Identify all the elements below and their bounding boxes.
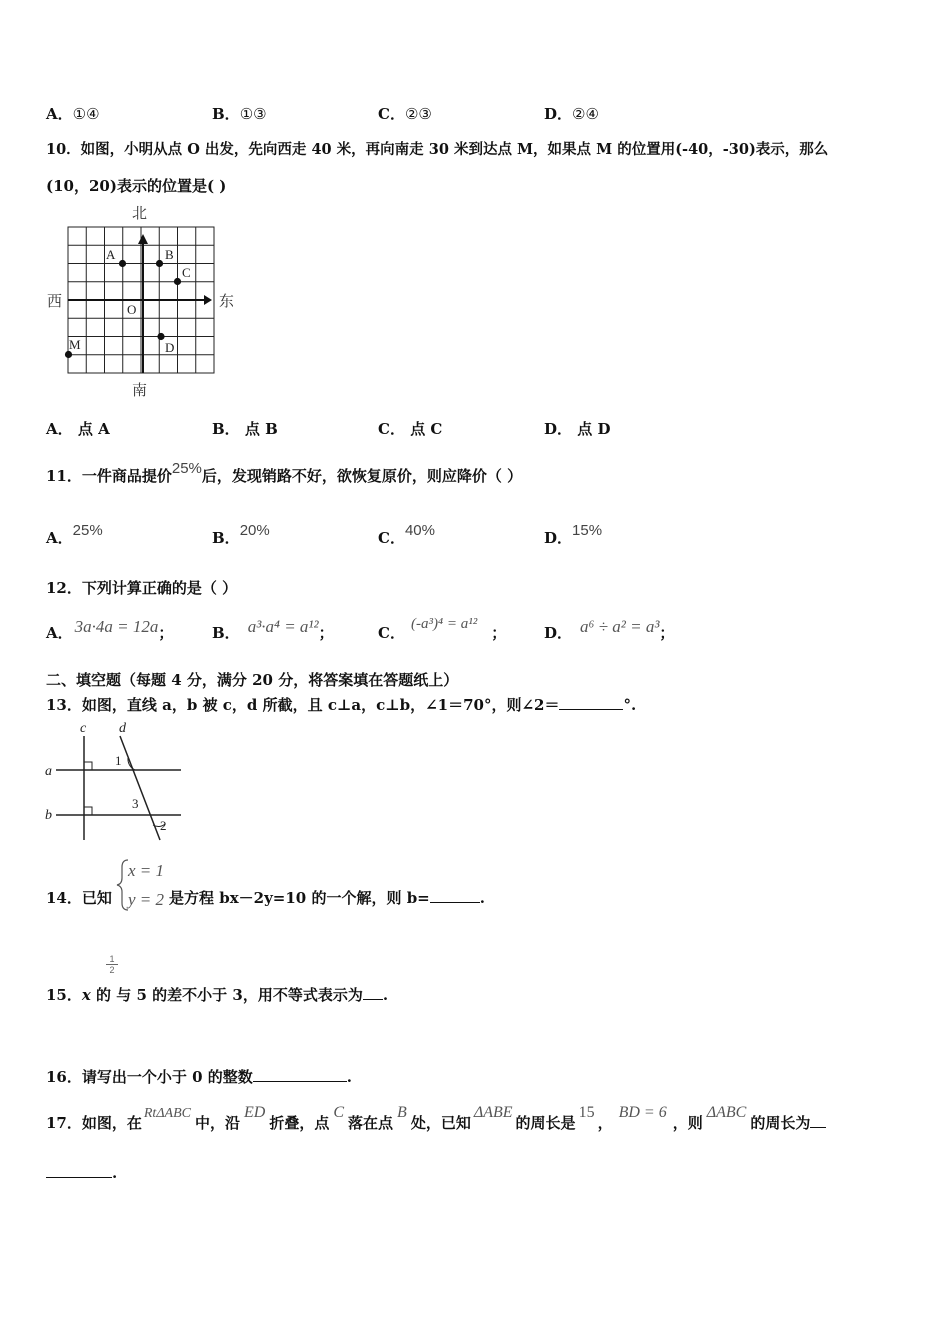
q12-stem: 12．下列计算正确的是（ ） xyxy=(46,579,238,597)
q14-prefix: 14．已知 xyxy=(46,889,112,907)
q14-system-eq2: y = 2 xyxy=(128,890,165,909)
q11-option-b: B．20% xyxy=(212,522,270,547)
label-o: O xyxy=(127,302,137,317)
label-d: D xyxy=(165,340,175,355)
label-angle-3: 3 xyxy=(132,796,139,811)
q11-option-d: D．15% xyxy=(544,522,603,547)
q13-stem: 13．如图，直线 a，b 被 c，d 所截，且 c⊥a，c⊥b，∠1＝70°，则∠2＝ °. xyxy=(46,696,637,714)
q9-option-b: B．①③ xyxy=(212,105,267,123)
q10-option-c: C． 点 C xyxy=(378,420,443,438)
point-c xyxy=(174,278,181,285)
label-b: B xyxy=(165,247,174,262)
line-d xyxy=(120,736,160,840)
label-b: b xyxy=(45,808,52,823)
label-a: A xyxy=(106,247,116,262)
point-a xyxy=(119,260,126,267)
q15-stem: 15．x 的 与 5 的差不小于 3，用不等式表示为 . xyxy=(46,986,389,1004)
q11-option-a: A．25% xyxy=(46,522,103,547)
q10-option-d: D． 点 D xyxy=(544,420,611,438)
label-angle-1: 1 xyxy=(115,753,122,768)
q12-option-c: C． (-a³)⁴ = a¹² ； xyxy=(378,616,507,642)
label-d: d xyxy=(119,721,126,736)
q11-stem: 11．一件商品提价25%后，发现销路不好，欲恢复原价，则应降价（ ） xyxy=(46,460,523,485)
fraction-denominator: 2 xyxy=(106,964,118,975)
q17-stem: 17．如图，在RtΔABC中，沿ED折叠，点C落在点B处，已知ΔABE的周长是15，BD = 6，则ΔABC的周长为 xyxy=(46,1112,826,1133)
label-c: C xyxy=(182,265,191,280)
q16-stem: 16．请写出一个小于 0 的整数 . xyxy=(46,1068,352,1086)
q10-coordinate-figure xyxy=(40,202,250,402)
q14-stem: 是方程 bx－2y=10 的一个解，则 b= . xyxy=(169,889,485,907)
point-b xyxy=(156,260,163,267)
q10-stem-line1: 10．如图，小明从点 O 出发，先向西走 40 米，再向南走 30 米到达点 M，如果点 M 的位置用(-40，-30)表示，那么 xyxy=(46,141,829,158)
q12-option-d: D． a⁶ ÷ a² = a³； xyxy=(544,617,675,642)
q9-option-a: A．①④ xyxy=(46,105,100,123)
fraction-numerator: 1 xyxy=(109,954,115,964)
label-west: 西 xyxy=(47,294,63,310)
q9-option-c: C．②③ xyxy=(378,105,432,123)
label-south: 南 xyxy=(132,383,148,399)
label-a: a xyxy=(45,764,52,779)
q15-fraction xyxy=(106,954,118,975)
q10-option-a: A． 点 A xyxy=(46,420,110,438)
q11-option-c: C．40% xyxy=(378,522,435,547)
east-arrow-icon xyxy=(204,295,212,305)
q10-option-b: B． 点 B xyxy=(212,420,278,438)
point-d xyxy=(157,333,164,340)
q14-system-eq1: x = 1 xyxy=(128,861,165,880)
label-angle-2: 2 xyxy=(160,818,167,833)
q13-figure xyxy=(40,718,190,846)
q10-stem-line2: (10，20)表示的位置是( ) xyxy=(46,177,227,195)
q12-option-a: A． 3a·4a = 12a； xyxy=(46,617,174,642)
label-north: 北 xyxy=(132,206,148,222)
label-c: c xyxy=(80,721,87,736)
q9-option-d: D．②④ xyxy=(544,105,599,123)
section-2-heading: 二、填空题（每题 4 分，满分 20 分，将答案填在答题纸上） xyxy=(46,671,459,689)
label-m: M xyxy=(69,337,81,352)
q12-option-b: B． a³·a⁴ = a¹²； xyxy=(212,617,334,642)
q17-answer-line: . xyxy=(46,1163,117,1182)
label-east: 东 xyxy=(219,294,235,310)
north-arrow-icon xyxy=(138,234,148,244)
